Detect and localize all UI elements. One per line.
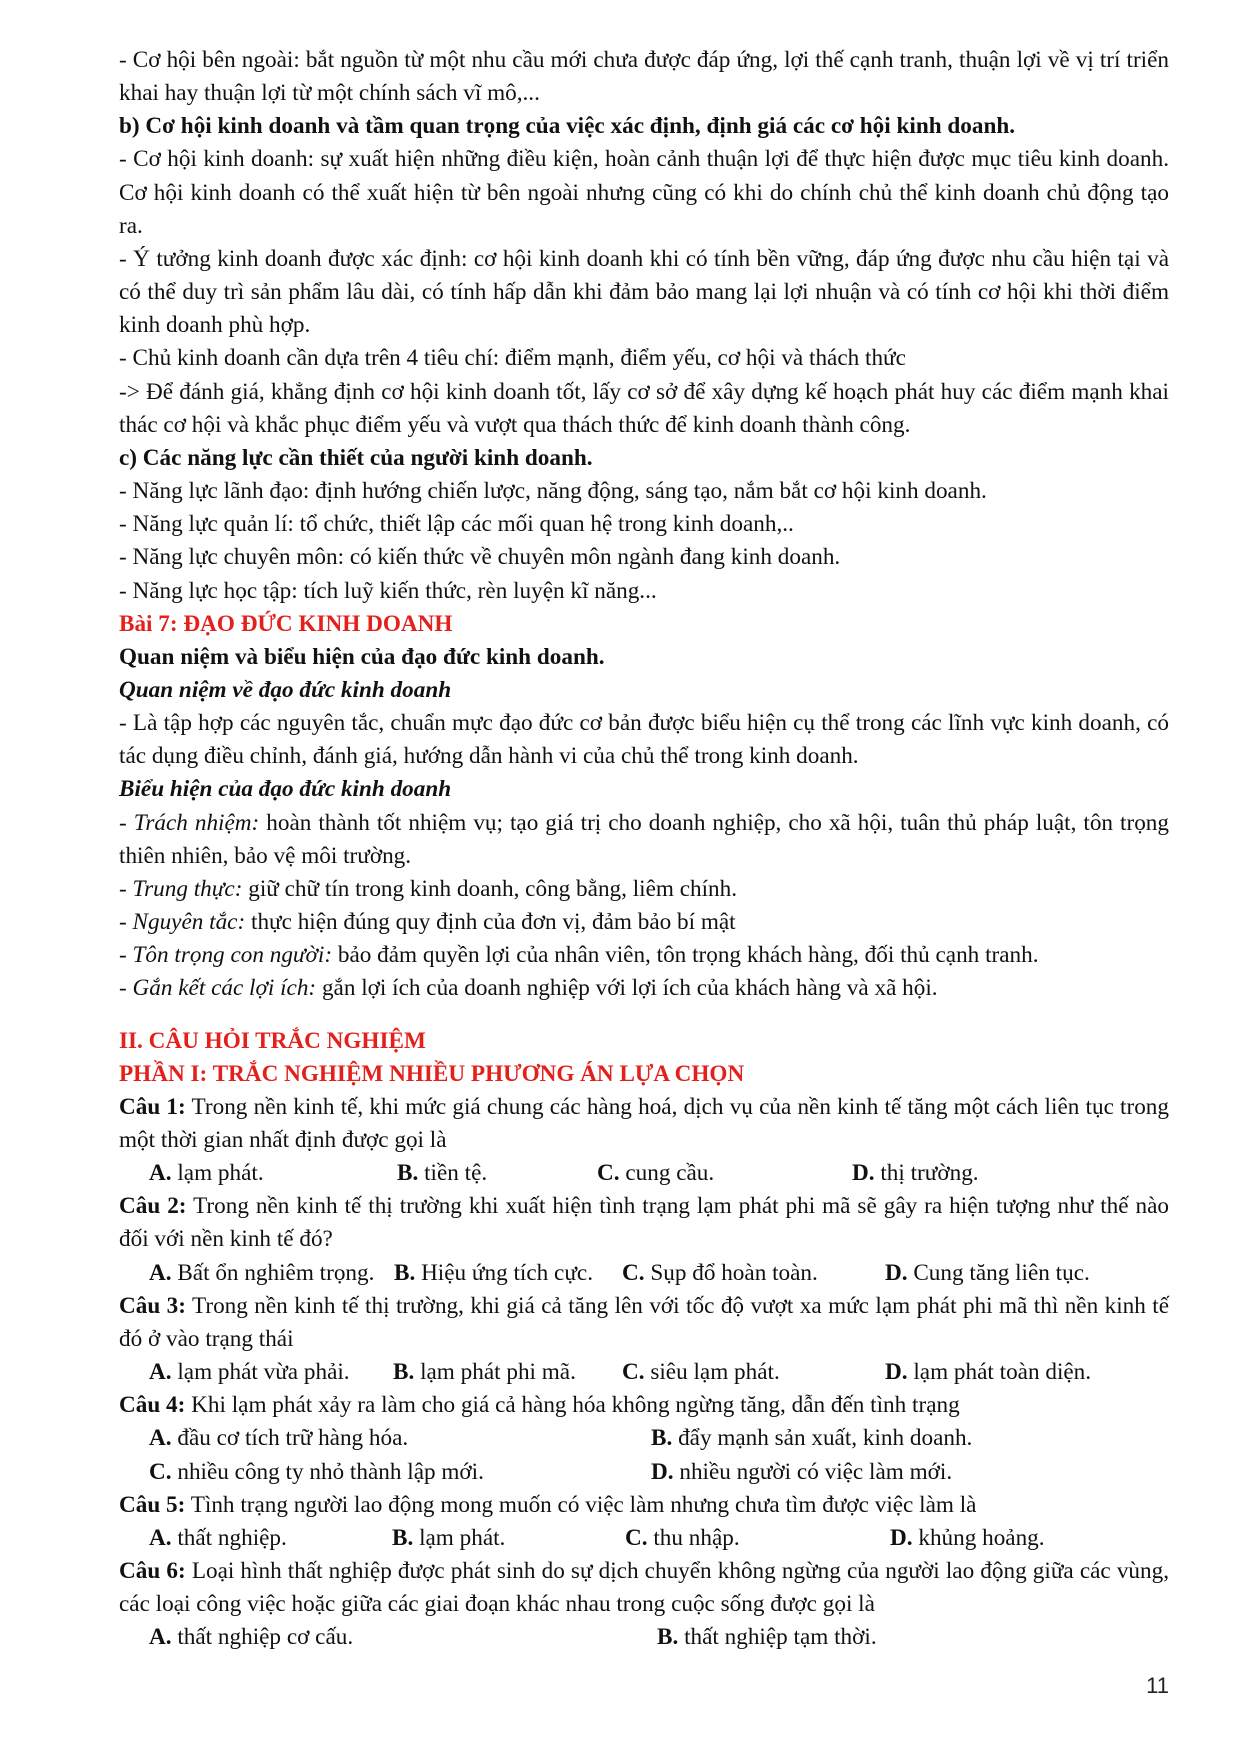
expression-text: hoàn thành tốt nhiệm vụ; tạo giá trị cho doanh nghiệp, cho xã hội, tuân thủ pháp luật, tôn trọng thiên nhiên, bảo vệ môi trường. (119, 809, 1169, 869)
question-stem (119, 1489, 1169, 1522)
option (622, 1356, 885, 1389)
question-label: Câu 2: (119, 1193, 187, 1220)
section-spacer (119, 1006, 1169, 1025)
option-letter: A. (149, 1624, 172, 1651)
option (625, 1522, 890, 1555)
option (149, 1422, 651, 1455)
concept-heading: Quan niệm về đạo đức kinh doanh (119, 676, 452, 703)
question-text: Loại hình thất nghiệp được phát sinh do sự dịch chuyển không ngừng của người lao động giữa các vùng, các loại công việc hoặc giữa các giai đoạn khác nhau trong cuộc sống được gọi là (119, 1558, 1169, 1618)
option-letter: B. (397, 1160, 419, 1187)
option-text: Cung tăng liên tục. (907, 1259, 1090, 1286)
option (651, 1456, 952, 1489)
question-stem (119, 1290, 1169, 1356)
intro-line: - Cơ hội bên ngoài: bắt nguồn từ một nhu cầu mới chưa được đáp ứng, lợi thế cạnh tranh, thuận lợi về vị trí triển khai hay thuận lợi từ một chính sách vĩ mô,... (119, 47, 1169, 107)
option-text: cung cầu. (619, 1160, 715, 1187)
concept-text: - Là tập hợp các nguyên tắc, chuẩn mực đạo đức cơ bản được biểu hiện cụ thể trong các lĩnh vực kinh doanh, có tác dụng điều chỉnh, đánh giá, hướng dẫn hành vi của chủ thể trong kinh doanh. (119, 710, 1169, 770)
option (657, 1621, 877, 1654)
lesson-subheading: Quan niệm và biểu hiện của đạo đức kinh doanh. (119, 643, 605, 670)
section-c-line: - Năng lực lãnh đạo: định hướng chiến lược, năng động, sáng tạo, nắm bắt cơ hội kinh doanh. (119, 478, 987, 505)
option-row (119, 1422, 1169, 1455)
option (392, 1522, 625, 1555)
section-c-line: - Năng lực quản lí: tổ chức, thiết lập các mối quan hệ trong kinh doanh,.. (119, 511, 794, 538)
option-text: đẩy mạnh sản xuất, kinh doanh. (672, 1425, 973, 1452)
option-letter: B. (393, 1359, 415, 1386)
option-letter: D. (651, 1458, 674, 1485)
option-text: Bất ổn nghiêm trọng. (171, 1259, 375, 1286)
option (885, 1257, 1090, 1290)
option (149, 1157, 397, 1190)
option-text: nhiều công ty nhỏ thành lập mới. (171, 1458, 484, 1485)
option-text: lạm phát. (413, 1524, 506, 1551)
expression-item (119, 807, 1169, 873)
option (149, 1456, 651, 1489)
option-text: lạm phát phi mã. (414, 1359, 576, 1386)
expression-text: giữ chữ tín trong kinh doanh, công bằng, liêm chính. (242, 875, 738, 902)
expression-term: - Nguyên tắc: (119, 909, 246, 936)
expression-item (119, 873, 1169, 906)
section-b-line: - Cơ hội kinh doanh: sự xuất hiện những điều kiện, hoàn cảnh thuận lợi để thực hiện được mục tiêu kinh doanh. Cơ hội kinh doanh có thể xuất hiện từ bên ngoài nhưng cũng có khi do chính chủ thể kinh doanh chủ động tạo ra. (119, 146, 1169, 239)
option-row (119, 1621, 1169, 1654)
question-text: Trong nền kinh tế thị trường khi xuất hiện tình trạng lạm phát phi mã sẽ gây ra hiện tượng như thế nào đối với nền kinh tế đó? (119, 1193, 1169, 1253)
option-letter: A. (149, 1160, 172, 1187)
question-label: Câu 3: (119, 1292, 186, 1319)
option-text: Hiệu ứng tích cực. (415, 1259, 593, 1286)
question-label: Câu 1: (119, 1093, 186, 1120)
option (852, 1157, 979, 1190)
option (622, 1257, 885, 1290)
quiz-section-title: II. CÂU HỎI TRẮC NGHIỆM (119, 1027, 426, 1054)
question-stem (119, 1555, 1169, 1621)
option-text: thị trường. (874, 1160, 979, 1187)
option-letter: C. (625, 1524, 648, 1551)
section-b-line: - Ý tưởng kinh doanh được xác định: cơ hội kinh doanh khi có tính bền vững, đáp ứng được nhu cầu hiện tại và có thể duy trì sản phẩm lâu dài, có tính hấp dẫn khi đảm bảo mang lại lợi nhuận và có tính cơ hội khi thời điểm kinh doanh phù hợp. (119, 245, 1169, 339)
expression-text: thực hiện đúng quy định của đơn vị, đảm bảo bí mật (245, 909, 736, 936)
option-letter: A. (149, 1524, 172, 1551)
option (149, 1356, 393, 1389)
option-letter: A. (149, 1359, 172, 1386)
question-label: Câu 4: (119, 1392, 186, 1419)
option (597, 1157, 852, 1190)
option-letter: A. (149, 1259, 172, 1286)
option-letter: D. (885, 1359, 908, 1386)
option-text: siêu lạm phát. (644, 1359, 780, 1386)
option-text: tiền tệ. (418, 1160, 488, 1187)
expression-heading: Biểu hiện của đạo đức kinh doanh (119, 776, 452, 803)
option-text: thu nhập. (647, 1524, 740, 1551)
option-text: thất nghiệp cơ cấu. (171, 1624, 354, 1651)
option-letter: B. (657, 1624, 679, 1651)
question-text: Khi lạm phát xảy ra làm cho giá cả hàng hóa không ngừng tăng, dẫn đến tình trạng (185, 1392, 960, 1419)
expression-term: - Gắn kết các lợi ích: (119, 975, 317, 1002)
expression-term: - Trách nhiệm: (119, 809, 260, 836)
question-text: Trong nền kinh tế thị trường, khi giá cả tăng lên với tốc độ vượt xa mức lạm phát phi mã thì nền kinh tế đó ở vào trạng thái (119, 1292, 1169, 1352)
question-stem (119, 1190, 1169, 1256)
section-c-line: - Năng lực chuyên môn: có kiến thức về chuyên môn ngành đang kinh doanh. (119, 544, 841, 571)
option-letter: C. (597, 1160, 620, 1187)
expression-item (119, 972, 1169, 1005)
option-text: nhiều người có việc làm mới. (673, 1458, 953, 1485)
option (651, 1422, 972, 1455)
option-text: lạm phát vừa phải. (171, 1359, 350, 1386)
option-text: khủng hoảng. (912, 1524, 1045, 1551)
expression-item (119, 906, 1169, 939)
section-b-line: -> Để đánh giá, khẳng định cơ hội kinh doanh tốt, lấy cơ sở để xây dựng kế hoạch phát huy các điểm mạnh khai thác cơ hội và khắc phục điểm yếu và vượt qua thách thức để kinh doanh thành công. (119, 378, 1169, 438)
document-page (119, 44, 1169, 1655)
lesson-title: Bài 7: ĐẠO ĐỨC KINH DOANH (119, 610, 453, 637)
option-letter: A. (149, 1425, 172, 1452)
option (885, 1356, 1091, 1389)
question-stem (119, 1389, 1169, 1422)
option-row (119, 1456, 1169, 1489)
option-text: thất nghiệp tạm thời. (678, 1624, 877, 1651)
option-letter: C. (622, 1359, 645, 1386)
option-letter: C. (149, 1458, 172, 1485)
option (394, 1257, 622, 1290)
section-c-line: - Năng lực học tập: tích luỹ kiến thức, rèn luyện kĩ năng... (119, 577, 657, 604)
option-letter: B. (394, 1259, 416, 1286)
section-c-heading: c) Các năng lực cần thiết của người kinh doanh. (119, 444, 593, 471)
option (149, 1522, 392, 1555)
option-text: lạm phát. (171, 1160, 264, 1187)
option-letter: B. (392, 1524, 414, 1551)
option (393, 1356, 622, 1389)
option-text: đầu cơ tích trữ hàng hóa. (171, 1425, 409, 1452)
option-letter: B. (651, 1425, 673, 1452)
question-label: Câu 5: (119, 1491, 186, 1518)
option-text: lạm phát toàn diện. (907, 1359, 1092, 1386)
option (397, 1157, 597, 1190)
option-letter: C. (622, 1259, 645, 1286)
option-text: thất nghiệp. (171, 1524, 287, 1551)
option-letter: D. (890, 1524, 913, 1551)
option (149, 1621, 657, 1654)
option-letter: D. (885, 1259, 908, 1286)
quiz-part-title: PHẦN I: TRẮC NGHIỆM NHIỀU PHƯƠNG ÁN LỰA CHỌN (119, 1060, 745, 1087)
expression-text: gắn lợi ích của doanh nghiệp với lợi ích của khách hàng và xã hội. (316, 975, 938, 1002)
option-text: Sụp đổ hoàn toàn. (644, 1259, 818, 1286)
section-b-line: - Chủ kinh doanh cần dựa trên 4 tiêu chí: điểm mạnh, điểm yếu, cơ hội và thách thức (119, 345, 906, 372)
question-stem (119, 1091, 1169, 1157)
option (149, 1257, 394, 1290)
question-text: Trong nền kinh tế, khi mức giá chung các hàng hoá, dịch vụ của nền kinh tế tăng một cách liên tục trong một thời gian nhất định được gọi là (119, 1093, 1169, 1153)
option (890, 1522, 1045, 1555)
option-letter: D. (852, 1160, 875, 1187)
option-row (119, 1522, 1169, 1555)
expression-term: - Tôn trọng con người: (119, 942, 333, 969)
question-text: Tình trạng người lao động mong muốn có việc làm nhưng chưa tìm được việc làm là (185, 1491, 977, 1518)
option-row (119, 1157, 1169, 1190)
page-number: 11 (1146, 1673, 1169, 1698)
expression-text: bảo đảm quyền lợi của nhân viên, tôn trọng khách hàng, đối thủ cạnh tranh. (332, 942, 1039, 969)
expression-item (119, 939, 1169, 972)
question-label: Câu 6: (119, 1558, 186, 1585)
expression-term: - Trung thực: (119, 875, 243, 902)
section-b-heading: b) Cơ hội kinh doanh và tầm quan trọng của việc xác định, định giá các cơ hội kinh doanh. (119, 113, 1016, 140)
option-row (119, 1257, 1169, 1290)
option-row (119, 1356, 1169, 1389)
